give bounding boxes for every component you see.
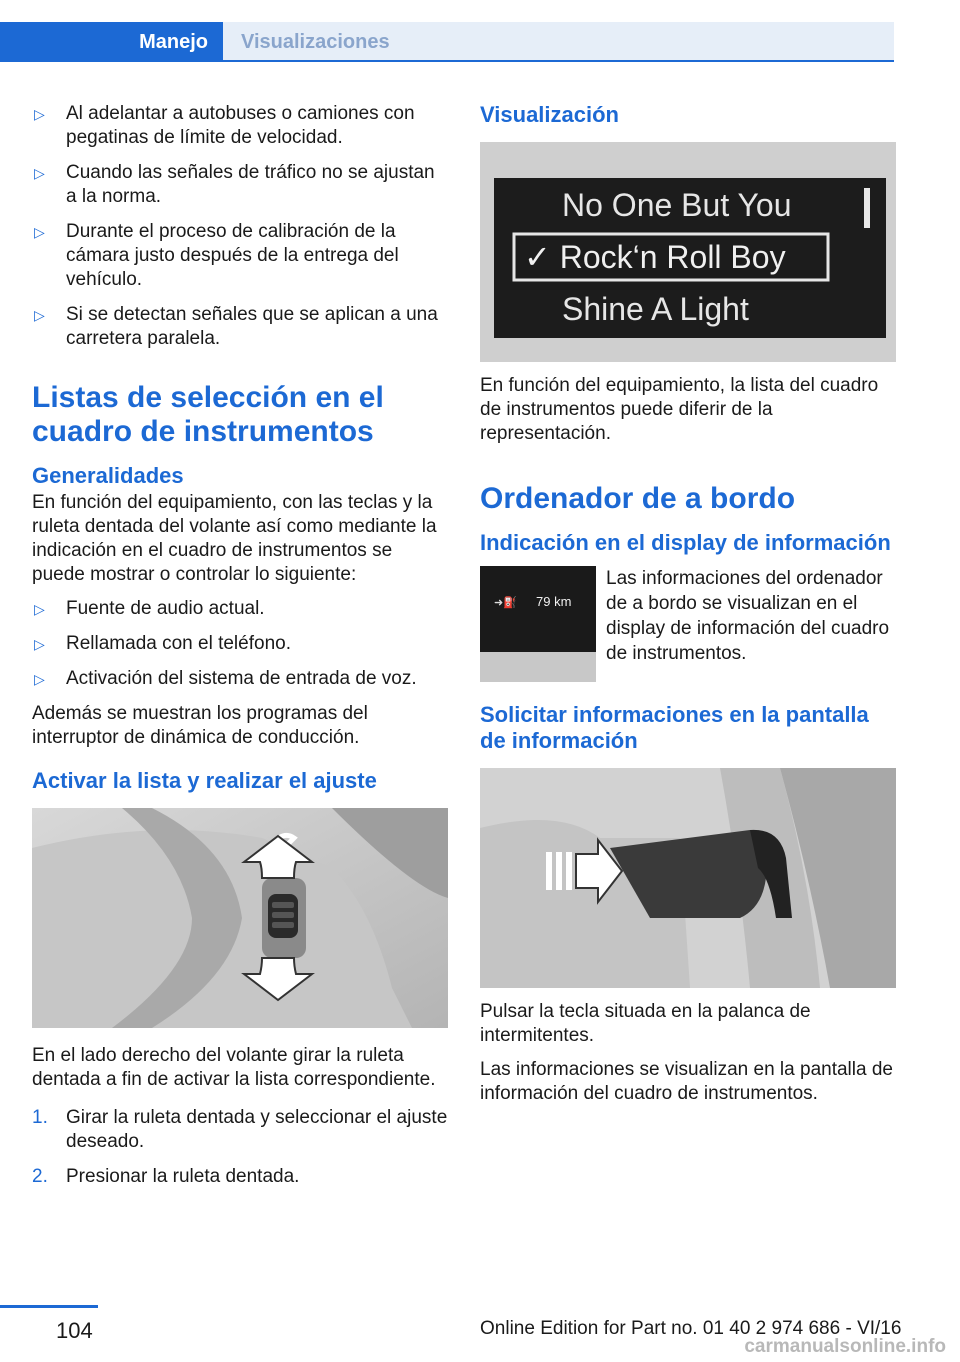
figure-caption-thumbwheel: En el lado derecho del volante girar la ruleta dentada a fin de activar la lista correspondiente. (32, 1045, 436, 1090)
chapter-tab-manejo[interactable]: Manejo (0, 22, 223, 62)
left-column (32, 102, 448, 1200)
section-tab-visualizaciones[interactable]: Visualizaciones (223, 22, 894, 62)
footer-divider (0, 1305, 98, 1308)
list-item: ▷ Si se detectan señales que se aplican a una carretera paralela. (34, 304, 438, 349)
paragraph-pulsar: Pulsar la tecla situada en la palanca de intermitentes. (480, 1001, 811, 1046)
bullet-list-mid (32, 597, 448, 691)
paragraph-indicacion: Las informaciones del ordenador de a bordo se visualizan en el display de información del cuadro de instrumentos. (606, 568, 890, 664)
subsection-title-generalidades: Generalidades (32, 463, 184, 488)
paragraph-informaciones: Las informaciones se visualizan en la pantalla de información del cuadro de instrumentos. (480, 1059, 893, 1104)
step-number: 1. (32, 1107, 48, 1128)
list-item: 1. Girar la ruleta dentada y seleccionar el ajuste deseado. (32, 1107, 448, 1152)
subsection-title-solicitar: Solicitar informaciones en la pantalla de información (480, 702, 869, 753)
paragraph-display: En función del equipamiento, la lista del cuadro de instrumentos puede diferir de la representación. (480, 375, 879, 444)
list-entry-2-selected: ✓ Rock‘n Roll Boy (524, 239, 786, 275)
subsection-title-indicacion: Indicación en el display de información (480, 530, 891, 555)
right-column (480, 102, 896, 1116)
list-item: ▷ Fuente de audio actual. (34, 598, 265, 619)
steps-list (32, 1106, 448, 1189)
list-item: ▷ Durante el proceso de calibración de la cámara justo después de la entrega del vehículo. (34, 221, 399, 290)
list-entry-3: Shine A Light (562, 291, 749, 327)
page-header (0, 0, 894, 62)
range-readout: 79 km (536, 594, 572, 609)
edition-text: Online Edition for Part no. 01 40 2 974 686 - VI/16 (480, 1318, 902, 1339)
subsection-title-activar: Activar la lista y realizar el ajuste (32, 768, 377, 793)
header-divider (0, 60, 894, 62)
bullet-list-top (32, 102, 448, 351)
list-item: 2. Presionar la ruleta dentada. (32, 1166, 300, 1187)
section-title-ordenador: Ordenador de a bordo (480, 482, 796, 515)
info-display-figure (480, 566, 596, 682)
list-entry-1: No One But You (562, 187, 792, 223)
turn-signal-lever-figure (480, 768, 896, 988)
list-item: ▷ Cuando las señales de tráfico no se ajustan a la norma. (34, 162, 435, 207)
triangle-bullet-icon: ▷ (34, 165, 45, 181)
triangle-bullet-icon: ▷ (34, 671, 45, 687)
triangle-bullet-icon: ▷ (34, 307, 45, 323)
triangle-bullet-icon: ▷ (34, 106, 45, 122)
subsection-title-visualizacion: Visualización (480, 102, 619, 127)
triangle-bullet-icon: ▷ (34, 224, 45, 240)
step-number: 2. (32, 1166, 48, 1187)
page-number: 104 (56, 1318, 93, 1343)
instrument-cluster-list-figure (480, 142, 896, 362)
range-arrow-fuel-icon: ➜⛽ (494, 597, 517, 609)
paragraph-programs: Además se muestran los programas del interruptor de dinámica de conducción. (32, 703, 368, 748)
triangle-bullet-icon: ▷ (34, 601, 45, 617)
triangle-bullet-icon: ▷ (34, 636, 45, 652)
steering-wheel-thumbwheel-figure (32, 808, 448, 1028)
display-info-block (480, 566, 896, 684)
list-item: ▷ Activación del sistema de entrada de voz. (34, 668, 417, 689)
section-title-listas: Listas de selección en el cuadro de instrumentos (32, 381, 384, 448)
list-item: ▷ Rellamada con el teléfono. (34, 633, 291, 654)
list-item: ▷ Al adelantar a autobuses o camiones con pegatinas de límite de velocidad. (34, 103, 415, 148)
paragraph-generalidades: En función del equipamiento, con las teclas y la ruleta dentada del volante así como mediante la indicación en el cuadro de instrumentos se puede mostrar o controlar lo siguiente: (32, 492, 437, 585)
watermark: carmanualsonline.info (744, 1336, 946, 1357)
